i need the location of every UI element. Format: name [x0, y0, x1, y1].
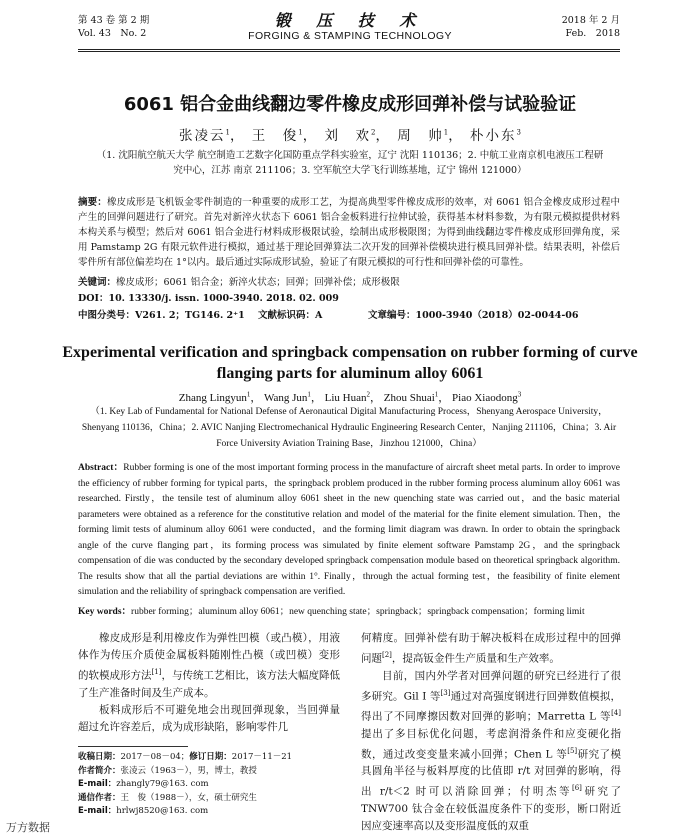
keywords-text-en: rubber forming；aluminum alloy 6061；new quenching state；springback；springback compensation；forming limit [131, 607, 585, 617]
journal-name-en: FORGING & STAMPING TECHNOLOGY [248, 30, 452, 42]
citation: [2] [382, 651, 392, 659]
affiliations-en: （1. Key Lab of Fundamental for National Defense of Aeronautical Digital Manufacturing Process，Shenyang Aerospace University，Shenyang 110136，China；2. AVIC Nanjing Electromechanical Hydraulic Engineering Research Center，Nanjing 211106，China；3. Air Force University Aviation Training Base，Jinzhou 121000，China） [81, 407, 617, 449]
author-cn: 张凌云 [178, 128, 226, 144]
footnote-email: E-mail：zhangly79@163. com [78, 779, 209, 789]
document-code: 文献标识码：A [258, 310, 323, 321]
body-paragraph: 板料成形后不可避免地会出现回弹现象，当回弹量超过允许容差后，成为成形缺陷，影响零件几 [78, 703, 340, 733]
paper-title-en: Experimental verification and springback compensation on rubber forming of curve flanging parts for aluminum alloy 6061 [62, 344, 638, 382]
footnote-author: 作者简介：张凌云（1963－），男，博士，教授 [78, 765, 257, 776]
citation: [3] [440, 688, 451, 697]
author-cn: 周 帅 [397, 128, 444, 144]
author-list-cn: 张凌云$^1$， 王 俊$^1$， 刘 欢$^2$， 周 帅$^1$， 朴小东$^3$ [178, 128, 522, 144]
affiliations-cn: （1. 沈阳航空航天大学 航空制造工艺数字化国防重点学科实验室，辽宁 沈阳 110136；2. 中航工业南京机电液压工程研究中心，江苏 南京 211106；3. 空军航空大学飞行训练基地，辽宁 锦州 121000） [96, 150, 604, 176]
citation: [6] [572, 784, 582, 792]
keywords-text-cn: 橡皮成形；6061 铝合金；新淬火状态；回弹；回弹补偿；成形极限 [116, 277, 400, 288]
footnote-rule [78, 746, 188, 747]
paper-title-cn: 6061 铝合金曲线翻边零件橡皮成形回弹补偿与试验验证 [123, 94, 577, 115]
author-en: Zhang Lingyun [178, 392, 247, 404]
body-paragraph: 何精度。回弹补偿有助于解决板料在成形过程中的回弹问题[2]，提高钣金件生产质量和生产效率。 [361, 632, 621, 665]
volume-issue: 第 43 卷 第 2 期 Vol. 43 No. 2 [78, 15, 150, 39]
author-en: Piao Xiaodong [452, 392, 518, 404]
author-en: Liu Huan [324, 392, 367, 404]
author-cn: 刘 欢 [324, 128, 372, 144]
body-paragraph: 目前，国内外学者对回弹问题的研究已经进行了很多研究。Gil I 等[3]通过对高强度钢进行回弹数值模拟，得出了不同摩擦因数对回弹的影响；Marretta L 等[4]提出了多目标优化问题，考虑润滑条件和应变硬化指数，通过改变变量来减小回弹；Chen L 等[5]研究了模具圆角半径与板料厚度的比值即 r/t 对回弹的影响，得出 r/t＜2 时可以消除回弹；付明杰等[6]研究了 TNW700 钛合金在较低温度条件下的变形，断口附近因应变速率高以及变形温度低的双重 [361, 669, 622, 832]
keywords-label-en: Key words： [78, 607, 132, 617]
abstract-label-cn: 摘要： [78, 197, 107, 208]
footnote-dates: 收稿日期：2017－08－04；修订日期：2017－11－21 [78, 752, 293, 762]
citation: [5] [567, 746, 578, 755]
body-paragraph: 橡皮成形是利用橡皮作为弹性凹模（或凸模），用液体作为传压介质使金属板料随刚性凸模（或凹模）变形的软模成形方法[1]，与传统工艺相比，该方法大幅度降低了生产准备时间及生产成本。 [78, 632, 341, 699]
author-en: Zhou Shuai [383, 392, 435, 404]
footnote [78, 751, 340, 819]
abstract-text-cn: 橡皮成形是飞机钣金零件制造的一种重要的成形工艺，为提高典型零件橡皮成形的效率，对 6061 铝合金橡皮成形过程中产生的回弹问题进行了研究。首先对新淬火状态下 6061 铝合金板料进行拉伸试验，获得基本材料参数，为有限元模拟提供材料本构关系与模型；然后对 6061 铝合金进行材料成形极限试验，绘制出成形极限图；为得到曲线翻边零件橡皮成形回弹角度，采用 Pamstamp 2G 有限元软件进行模拟，通过基于理论回弹算法二次开发的回弹补偿模块进行模具回弹补偿。结果表明，补偿后零件所有部位偏差均在 1°以内。最后通过实际成形试验，验证了有限元模拟的可行性和回弹补偿的可靠性。 [78, 197, 620, 268]
clc-number: 中图分类号：V261. 2；TG146. 2⁺1 [78, 310, 245, 321]
doi: DOI：10. 13330/j. issn. 1000-3940. 2018. 02. 009 [78, 293, 339, 304]
footnote-corresponding: 通信作者：王 俊（1988－），女，硕士研究生 [78, 792, 257, 803]
footnote-email-2: E-mail：hrlwj8520@163. com [78, 806, 209, 816]
citation: [4] [611, 709, 621, 717]
header-rule-thin [78, 51, 620, 52]
keywords-cn [78, 276, 620, 290]
keywords-label-cn: 关键词： [78, 277, 117, 288]
abstract-en [78, 461, 620, 601]
citation: [1] [151, 668, 162, 676]
author-en: Wang Jun [263, 392, 308, 404]
keywords-en [78, 605, 620, 619]
body-column-left [78, 630, 340, 736]
journal-name-cn: 锻 压 技 术 [274, 11, 426, 30]
author-cn: 朴小东 [470, 128, 517, 144]
body-column-right [361, 630, 621, 835]
header-rule [78, 49, 620, 50]
abstract-text-en: Rubber forming is one of the most important forming process in the manufacture of aircraft sheet metal parts. In order to improve the efficiency of rubber forming for typical parts，the springback problem produced in the rubber forming process aluminum alloy 6061 was researched. Firstly，the tensile test of aluminum alloy 6061 sheet in the new quenching state was carried out，and the basic material parameters were obtained as a reference for the constitutive relation and model of the material for the finite element simulation. Then，the forming limit tests of aluminum alloy 6061 were conducted，and the forming limit diagram was drawn. In order to obtain the springback angle of the curve flanging part，its forming process was simulated by finite element software Pamstamp 2G，and the springback compensation of die was conducted by the secondary developed springback compensation module based on theoretical springback algorithm. The results show that all the partial deviations are within 1°. Finally，through the actual forming test，the feasibility of finite element simulation and the reliability of springback compensation are verified. [78, 463, 620, 597]
abstract-cn [78, 195, 620, 270]
author-list-en: Zhang Lingyun$^1$， Wang Jun$^1$， Liu Huan$^2$， Zhou Shuai$^1$， Piao Xiaodong$^3$ [178, 390, 522, 404]
watermark: 万方数据 [6, 821, 50, 834]
author-cn: 王 俊 [251, 128, 299, 144]
issue-date: 2018 年 2 月 Feb. 2018 [561, 15, 620, 39]
abstract-label-en: Abstract： [78, 463, 124, 473]
article-number: 文章编号：1000-3940（2018）02-0044-06 [368, 310, 579, 321]
